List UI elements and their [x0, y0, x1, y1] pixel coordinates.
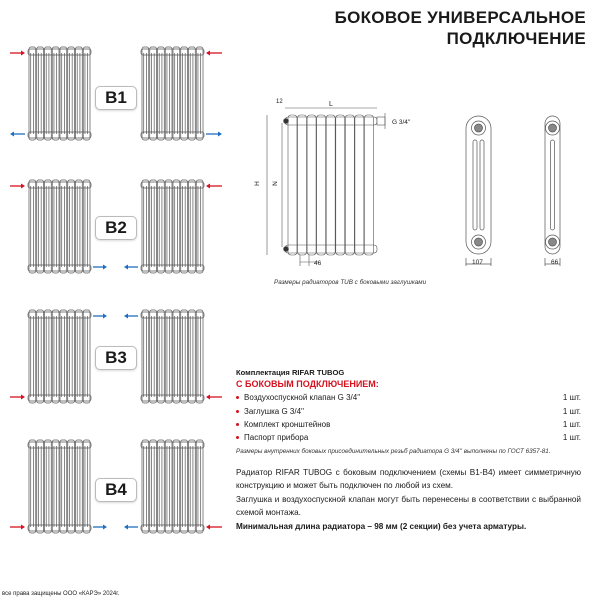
radiator-section: [196, 47, 203, 140]
dimension-drawing: [267, 108, 385, 266]
arrow-head: [103, 314, 107, 319]
radiator-section: [52, 47, 59, 140]
radiator-section: [158, 180, 165, 273]
kit-item-name: Комплект кронштейнов: [244, 420, 331, 429]
arrow-head: [21, 51, 25, 56]
radiator-section: [29, 440, 36, 533]
radiator-icon: [141, 47, 204, 140]
flow-arrow-icon: [206, 395, 222, 400]
arrow-head: [103, 525, 107, 530]
side-port-inner: [549, 238, 557, 246]
arrow-head: [206, 184, 210, 189]
dim-n: N: [271, 181, 279, 186]
dim-107: 107: [472, 259, 483, 266]
title-line-2: ПОДКЛЮЧЕНИЕ: [446, 29, 586, 48]
kit-item: [236, 407, 581, 416]
front-section: [336, 115, 345, 255]
front-section: [345, 115, 354, 255]
kit-item: [236, 393, 581, 402]
flow-arrow-icon: [10, 395, 25, 400]
radiator-icon: [28, 310, 91, 403]
flow-arrow-icon: [10, 132, 25, 137]
radiator-section: [150, 180, 157, 273]
radiator-section: [189, 310, 196, 403]
radiator-section: [68, 180, 75, 273]
radiator-section: [45, 180, 52, 273]
side-port-inner: [475, 238, 483, 246]
arrow-head: [124, 525, 128, 530]
side-port-inner: [549, 124, 557, 132]
side-channel: [480, 140, 484, 230]
side-view-107: [466, 116, 491, 266]
description-p1: Радиатор RIFAR TUBOG с боковым подключением (схемы В1-В4) имеет симметричную конструкцию и может быть подключен по любой из схем.: [236, 468, 581, 491]
front-section: [355, 115, 364, 255]
side-body: [466, 116, 491, 254]
flow-arrow-icon: [93, 525, 107, 530]
radiator-section: [52, 180, 59, 273]
kit-item-qty: 1 шт.: [562, 407, 581, 416]
kit-title: Комплектация RIFAR TUBOG: [236, 368, 345, 377]
radiator-section: [165, 47, 172, 140]
bullet-icon: [236, 396, 239, 399]
radiator-section: [37, 310, 44, 403]
radiator-section: [37, 180, 44, 273]
radiator-section: [52, 310, 59, 403]
flow-arrow-icon: [124, 525, 138, 530]
radiator-icon: [141, 440, 204, 533]
arrow-head: [218, 132, 222, 137]
radiator-section: [60, 180, 67, 273]
dim-66: 66: [551, 259, 559, 266]
radiator-section: [196, 310, 203, 403]
radiator-section: [76, 440, 83, 533]
radiator-section: [173, 180, 180, 273]
radiator-section: [181, 180, 188, 273]
arrow-head: [206, 525, 210, 530]
radiator-section: [29, 310, 36, 403]
radiator-section: [165, 440, 172, 533]
radiator-section: [29, 180, 36, 273]
flow-arrow-icon: [206, 525, 222, 530]
plug-icon: [284, 119, 289, 124]
description-p2: Заглушка и воздухоспускной клапан могут быть перенесены в соответствии с выбранной схемой монтажа.: [236, 495, 581, 518]
radiator-section: [173, 440, 180, 533]
title-line-1: БОКОВОЕ УНИВЕРСАЛЬНОЕ: [334, 8, 586, 27]
radiator-section: [37, 47, 44, 140]
thread-fitting: [377, 117, 385, 125]
page-title: [335, 7, 586, 49]
front-section: [288, 115, 297, 255]
radiator-section: [76, 310, 83, 403]
radiator-section: [189, 440, 196, 533]
radiator-section: [181, 47, 188, 140]
radiator-section: [181, 440, 188, 533]
radiator-section: [165, 310, 172, 403]
description-p3: Минимальная длина радиатора – 98 мм (2 секции) без учета арматуры.: [236, 522, 527, 531]
flow-arrow-icon: [206, 132, 222, 137]
radiator-section: [76, 180, 83, 273]
drawing-caption: Размеры радиаторов TUB с боковыми заглушками: [274, 279, 427, 286]
radiator-icon: [141, 310, 204, 403]
kit-item: [236, 433, 581, 442]
front-section: [364, 115, 373, 255]
arrow-head: [10, 132, 14, 137]
flow-arrow-icon: [10, 184, 25, 189]
radiator-section: [29, 47, 36, 140]
dim-h: H: [253, 181, 261, 186]
front-section: [326, 115, 335, 255]
bullet-icon: [236, 423, 239, 426]
radiator-icon: [141, 180, 204, 273]
radiator-section: [150, 47, 157, 140]
radiator-section: [37, 440, 44, 533]
radiator-section: [60, 440, 67, 533]
radiator-section: [52, 440, 59, 533]
radiator-section: [158, 47, 165, 140]
scheme-label-b3: B3: [95, 346, 137, 370]
dim-12: 12: [276, 99, 283, 105]
kit-item-qty: 1 шт.: [562, 420, 581, 429]
radiator-section: [142, 180, 149, 273]
kit-note: Размеры внутренних боковых присоединительных резьб радиатора G 3/4'' выполнены по ГОСТ 6357-81.: [236, 448, 551, 455]
radiator-section: [83, 180, 90, 273]
kit-subtitle: С БОКОВЫМ ПОДКЛЮЧЕНИЕМ:: [236, 379, 379, 389]
flow-arrow-icon: [93, 314, 107, 319]
arrow-head: [21, 395, 25, 400]
arrow-head: [103, 265, 107, 270]
flow-arrow-icon: [10, 51, 25, 56]
radiator-section: [165, 180, 172, 273]
radiator-section: [83, 47, 90, 140]
scheme-label-b4: B4: [95, 478, 137, 502]
arrow-head: [206, 51, 210, 56]
radiator-section: [181, 310, 188, 403]
front-section: [307, 115, 316, 255]
front-section: [317, 115, 326, 255]
radiator-section: [142, 47, 149, 140]
scheme-label-b1: B1: [95, 86, 137, 110]
radiator-section: [196, 180, 203, 273]
kit-item-name: Заглушка G 3/4'': [244, 407, 305, 416]
radiator-section: [68, 310, 75, 403]
arrow-head: [21, 184, 25, 189]
front-section: [298, 115, 307, 255]
radiator-section: [150, 310, 157, 403]
radiator-icon: [28, 440, 91, 533]
side-channel: [551, 140, 555, 230]
kit-item: [236, 420, 581, 429]
arrow-head: [124, 314, 128, 319]
radiator-section: [68, 440, 75, 533]
flow-arrow-icon: [206, 184, 222, 189]
radiator-section: [45, 47, 52, 140]
radiator-section: [196, 440, 203, 533]
radiator-section: [173, 310, 180, 403]
bullet-icon: [236, 436, 239, 439]
radiator-section: [158, 440, 165, 533]
flow-arrow-icon: [93, 265, 107, 270]
radiator-section: [150, 440, 157, 533]
footer-copyright: все права защищены ООО «КАРЭ» 2024г.: [2, 591, 120, 597]
side-port-inner: [475, 124, 483, 132]
kit-item-name: Воздухоспускной клапан G 3/4'': [244, 393, 361, 402]
dim-46: 46: [314, 260, 322, 267]
flow-arrow-icon: [10, 525, 25, 530]
plug-icon: [284, 247, 289, 252]
radiator-section: [142, 440, 149, 533]
dim-l: L: [329, 101, 333, 108]
arrow-head: [206, 395, 210, 400]
radiator-section: [158, 310, 165, 403]
kit-item-qty: 1 шт.: [562, 433, 581, 442]
kit-item-name: Паспорт прибора: [244, 433, 309, 442]
thread-label: G 3/4'': [392, 119, 411, 126]
side-channel: [473, 140, 477, 230]
radiator-section: [173, 47, 180, 140]
radiator-section: [60, 47, 67, 140]
radiator-section: [189, 180, 196, 273]
radiator-section: [60, 310, 67, 403]
scheme-label-b2: B2: [95, 216, 137, 240]
radiator-section: [83, 440, 90, 533]
radiator-icon: [28, 47, 91, 140]
kit-item-qty: 1 шт.: [562, 393, 581, 402]
radiator-section: [189, 47, 196, 140]
radiator-section: [142, 310, 149, 403]
side-view-66: [545, 116, 560, 266]
flow-arrow-icon: [124, 265, 138, 270]
arrow-head: [21, 525, 25, 530]
arrow-head: [124, 265, 128, 270]
radiator-section: [68, 47, 75, 140]
radiator-icon: [28, 180, 91, 273]
radiator-section: [45, 310, 52, 403]
flow-arrow-icon: [206, 51, 222, 56]
radiator-section: [83, 310, 90, 403]
bullet-icon: [236, 410, 239, 413]
flow-arrow-icon: [124, 314, 138, 319]
radiator-section: [76, 47, 83, 140]
radiator-section: [45, 440, 52, 533]
